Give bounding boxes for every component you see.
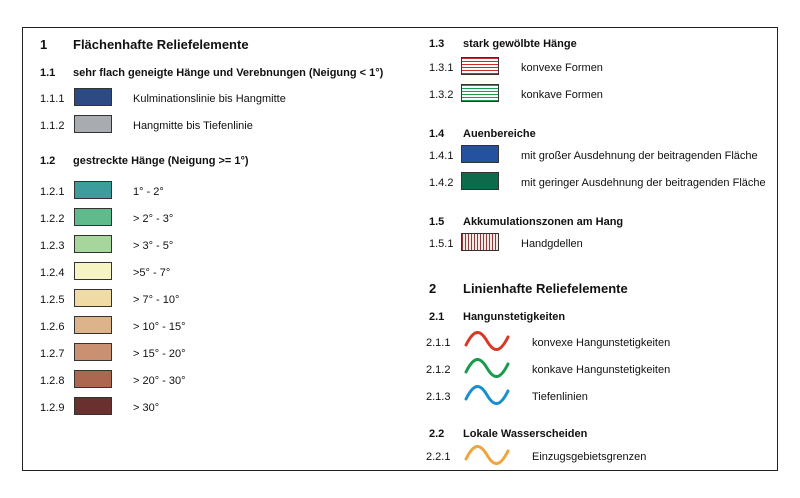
item-label: > 20° - 30° [133,375,186,387]
item-label: >5° - 7° [133,267,171,279]
item-label: mit großer Ausdehnung der beitragenden Fläche [521,150,758,162]
item-number: 1.3.1 [429,62,454,74]
item-number: 2.1.2 [426,364,451,376]
green-hatched-swatch [461,84,499,102]
sub-2-1-number: 2.1 [429,311,445,323]
item-label: Einzugsgebietsgrenzen [532,451,647,463]
sub-2-2-number: 2.2 [429,428,445,440]
color-swatch [74,289,112,307]
item-label: 1° - 2° [133,186,164,198]
color-swatch [74,235,112,253]
color-swatch [461,172,499,190]
sub-1-1-title: sehr flach geneigte Hänge und Verebnungen (Neigung < 1°) [73,67,384,79]
item-number: 1.2.9 [40,402,65,414]
item-label: > 10° - 15° [133,321,186,333]
color-swatch [74,397,112,415]
section-2-number: 2 [429,281,437,296]
item-label: > 15° - 20° [133,348,186,360]
sub-1-3-title: stark gewölbte Hänge [463,38,577,50]
item-number: 1.2.2 [40,213,65,225]
item-number: 1.2.6 [40,321,65,333]
color-swatch [74,316,112,334]
item-number: 1.5.1 [429,238,454,250]
green-wave-line-icon [463,357,511,379]
item-label: konkave Hangunstetigkeiten [532,364,671,376]
sub-1-5-title: Akkumulationszonen am Hang [463,216,624,228]
red-hatched-swatch [461,57,499,75]
color-swatch [461,145,499,163]
item-label: > 30° [133,402,160,414]
item-label: mit geringer Ausdehnung der beitragenden Fläche [521,177,766,189]
sub-1-4-number: 1.4 [429,128,445,140]
blue-wave-line-icon [463,384,511,406]
item-label: konvexe Hangunstetigkeiten [532,337,671,349]
sub-1-4-title: Auenbereiche [463,128,536,140]
sub-2-1-title: Hangunstetigkeiten [463,311,566,323]
color-swatch [74,208,112,226]
section-1-number: 1 [40,37,48,52]
item-number: 1.2.5 [40,294,65,306]
section-1-title: Flächenhafte Reliefelemente [73,37,249,52]
sub-1-1-number: 1.1 [40,67,56,79]
sub-1-2-number: 1.2 [40,155,56,167]
item-label: Kulminationslinie bis Hangmitte [133,93,286,105]
item-label: > 2° - 3° [133,213,174,225]
color-swatch [74,262,112,280]
vertical-hatched-swatch [461,233,499,251]
item-number: 1.2.1 [40,186,65,198]
item-number: 1.2.4 [40,267,65,279]
color-swatch [74,115,112,133]
color-swatch [74,370,112,388]
color-swatch [74,88,112,106]
item-number: 1.1.2 [40,120,65,132]
sub-1-2-title: gestreckte Hänge (Neigung >= 1°) [73,155,249,167]
item-number: 1.4.1 [429,150,454,162]
sub-1-3-number: 1.3 [429,38,445,50]
item-number: 1.1.1 [40,93,65,105]
orange-wave-line-icon [463,444,511,466]
item-number: 1.2.8 [40,375,65,387]
item-number: 1.2.7 [40,348,65,360]
item-label: > 7° - 10° [133,294,180,306]
section-2-title: Linienhafte Reliefelemente [463,281,628,296]
sub-1-5-number: 1.5 [429,216,445,228]
color-swatch [74,343,112,361]
red-wave-line-icon [463,330,511,352]
item-number: 2.2.1 [426,451,451,463]
item-number: 1.4.2 [429,177,454,189]
item-label: Handgdellen [521,238,583,250]
color-swatch [74,181,112,199]
item-number: 2.1.1 [426,337,451,349]
item-number: 1.2.3 [40,240,65,252]
sub-2-2-title: Lokale Wasserscheiden [463,428,588,440]
item-number: 2.1.3 [426,391,451,403]
item-label: konvexe Formen [521,62,603,74]
item-label: konkave Formen [521,89,603,101]
item-number: 1.3.2 [429,89,454,101]
item-label: Tiefenlinien [532,391,588,403]
item-label: > 3° - 5° [133,240,174,252]
item-label: Hangmitte bis Tiefenlinie [133,120,253,132]
